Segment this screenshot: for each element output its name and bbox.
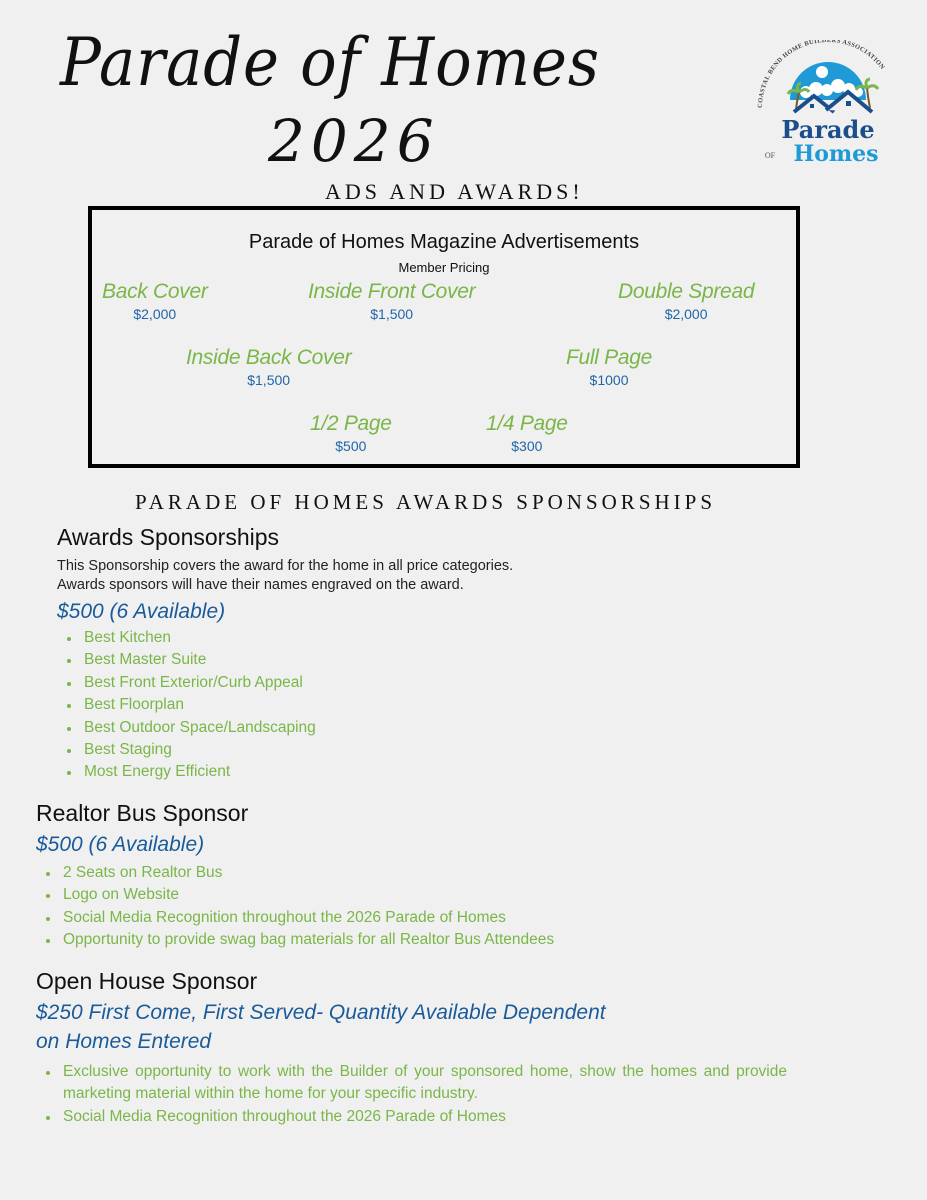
ad-price: $1000 [589,372,629,388]
logo-word-of: OF [764,151,776,160]
logo-word-parade: Parade [781,115,875,144]
parade-of-homes-logo [752,40,902,165]
ad-price: $2,000 [664,306,708,322]
ad-item-inside-back-cover [186,346,351,389]
ads-title: Parade of Homes Magazine Advertisements [248,231,640,253]
list-item: Exclusive opportunity to work with the Builder of your sponsored home, show the homes and provide marketing material within the home for your specific industry. [37,1061,787,1106]
ad-item-half-page [310,412,392,455]
list-item: Most Energy Efficient [58,761,316,783]
realtor-bus-title: Realtor Bus Sponsor [36,800,249,826]
list-item: Social Media Recognition throughout the 2026 Parade of Homes [37,907,554,929]
open-house-price-line-2: on Homes Entered [36,1030,212,1053]
ad-price: $300 [511,438,543,454]
subtitle: ADS AND AWARDS! [325,179,584,204]
ad-name: Inside Front Cover [308,280,476,303]
ad-item-back-cover [102,280,208,323]
title-line-2: 2026 [268,107,440,175]
ad-price: $1,500 [370,306,414,322]
logo-graphic [752,40,902,165]
ad-name: 1/2 Page [310,412,392,435]
awards-price: $500 (6 Available) [57,600,226,623]
open-house-title: Open House Sponsor [36,968,258,994]
list-item: Best Master Suite [58,649,316,671]
list-item: 2 Seats on Realtor Bus [37,862,554,884]
ad-item-inside-front-cover [308,280,475,323]
realtor-bus-price: $500 (6 Available) [36,833,205,856]
logo-word-homes: Homes [793,141,879,165]
ad-name: Inside Back Cover [186,346,352,369]
list-item: Best Outdoor Space/Landscaping [58,717,316,739]
ad-item-quarter-page [486,412,568,455]
awards-desc-line-1: This Sponsorship covers the award for the home in all price categories. [57,558,514,574]
magazine-ads-box [88,206,800,468]
ad-price: $2,000 [133,306,177,322]
list-item: Best Front Exterior/Curb Appeal [58,672,316,694]
ad-price: $1,500 [247,372,291,388]
awards-section-header: PARADE OF HOMES AWARDS SPONSORSHIPS [135,490,717,514]
awards-desc-line-2: Awards sponsors will have their names engraved on the award. [57,577,464,593]
ad-name: 1/4 Page [486,412,568,435]
list-item: Best Floorplan [58,694,316,716]
sun-icon [816,66,828,78]
list-item: Opportunity to provide swag bag materials for all Realtor Bus Attendees [37,929,554,951]
ad-name: Double Spread [618,280,755,303]
ads-subtitle: Member Pricing [398,260,490,275]
title-line-1: Parade of Homes [60,24,600,101]
ad-item-full-page [566,346,652,389]
list-item: Logo on Website [37,884,554,906]
ad-name: Back Cover [102,280,208,303]
list-item: Best Staging [58,739,316,761]
realtor-bus-list [37,862,554,952]
list-item: Social Media Recognition throughout the 2026 Parade of Homes [37,1106,787,1128]
ad-price: $500 [335,438,367,454]
ad-item-double-spread [618,280,754,323]
list-item: Best Kitchen [58,627,316,649]
open-house-price-line-1: $250 First Come, First Served- Quantity Available Dependent [36,1001,606,1024]
ad-name: Full Page [566,346,653,369]
awards-list [58,627,316,784]
logo-arc-text: COASTAL BEND HOME BUILDERS ASSOCIATION [756,40,886,109]
awards-title: Awards Sponsorships [57,524,280,550]
open-house-list [37,1061,787,1128]
